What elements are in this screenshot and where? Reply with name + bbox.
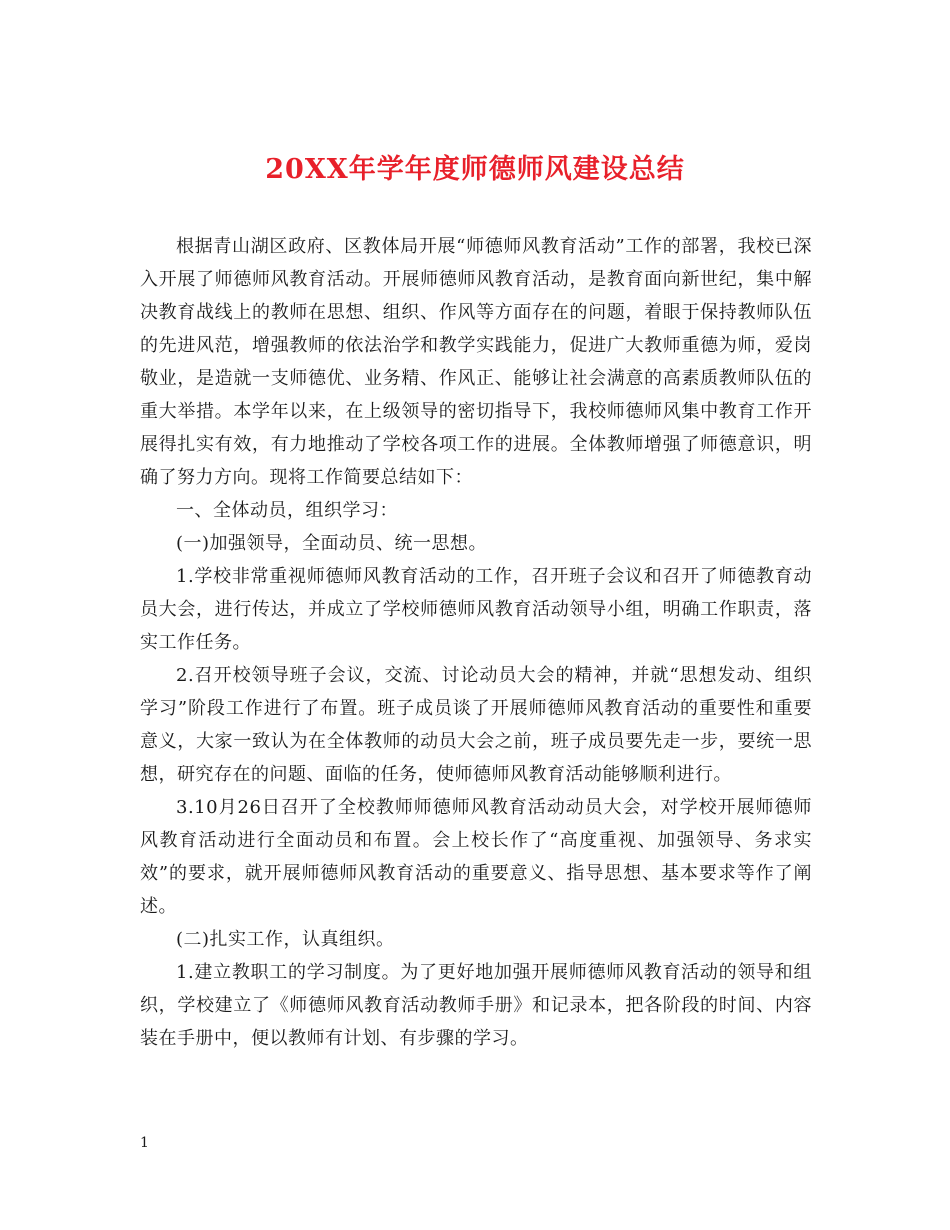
paragraph-item-1-1: 1.学校非常重视师德师风教育活动的工作，召开班子会议和召开了师德教育动员大会，进行传达，并成立了学校师德师风教育活动领导小组，明确工作职责，落实工作任务。 (140, 566, 812, 653)
page-number: 1 (140, 1135, 149, 1151)
document-title: 20XX年学年度师德师风建设总结 (265, 154, 685, 186)
paragraph-item-1-2: 2.召开校领导班子会议，交流、讨论动员大会的精神，并就“思想发动、组织学习”阶段工作进行了布置。班子成员谈了开展师德师风教育活动的重要性和重要意义，大家一致认为在全体教师的动员大会之前，班子成员要先走一步，要统一思想，研究存在的问题、面临的任务，使师德师风教育活动能够顺利进行。 (140, 665, 812, 785)
document-body (140, 230, 812, 1055)
section-heading-1: 一、全体动员，组织学习： (176, 500, 398, 521)
paragraph-item-2-1: 1.建立教职工的学习制度。为了更好地加强开展师德师风教育活动的领导和组织，学校建立了《师德师风教育活动教师手册》和记录本，把各阶段的时间、内容装在手册中，便以教师有计划、有步骤的学习。 (140, 962, 812, 1049)
paragraph-item-1-3: 3.10月26日召开了全校教师师德师风教育活动动员大会，对学校开展师德师风教育活动进行全面动员和布置。会上校长作了“高度重视、加强领导、务求实效”的要求，就开展师德师风教育活动的重要意义、指导思想、基本要求等作了阐述。 (140, 797, 812, 917)
paragraph-intro: 根据青山湖区政府、区教体局开展“师德师风教育活动”工作的部署，我校已深入开展了师德师风教育活动。开展师德师风教育活动，是教育面向新世纪，集中解决教育战线上的教师在思想、组织、作风等方面存在的问题，着眼于保持教师队伍的先进风范，增强教师的依法治学和教学实践能力，促进广大教师重德为师，爱岗敬业，是造就一支师德优、业务精、作风正、能够让社会满意的高素质教师队伍的重大举措。本学年以来，在上级领导的密切指导下，我校师德师风集中教育工作开展得扎实有效，有力地推动了学校各项工作的进展。全体教师增强了师德意识，明确了努力方向。现将工作简要总结如下： (140, 236, 812, 488)
subsection-heading-1: (一)加强领导，全面动员、统一思想。 (176, 533, 488, 554)
subsection-heading-2: (二)扎实工作，认真组织。 (176, 929, 395, 950)
